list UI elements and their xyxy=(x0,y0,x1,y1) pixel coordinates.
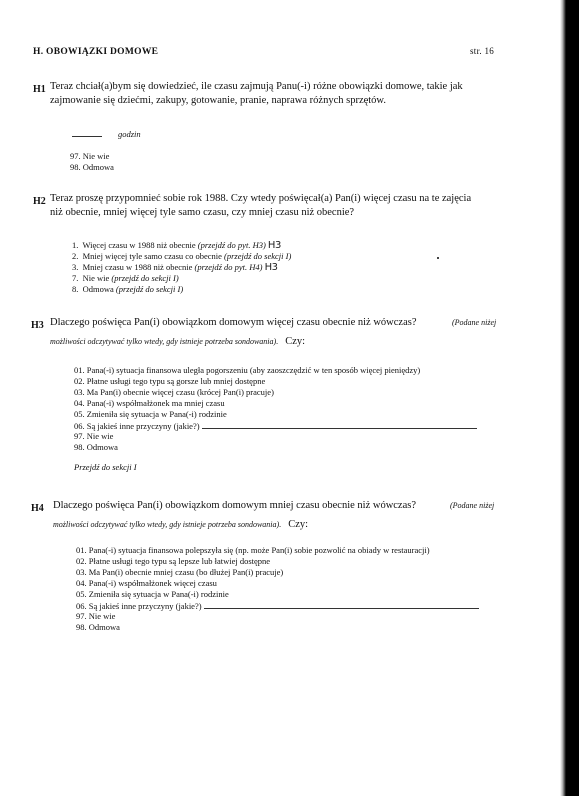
h2-option-1-handwritten-note: H3 xyxy=(267,240,281,251)
h3-option-05[interactable]: 05. Zmieniła się sytuacja w Pana(-i) rodzinie xyxy=(74,409,227,419)
h2-option-8-label: Odmowa xyxy=(82,284,114,294)
hours-answer[interactable] xyxy=(72,124,141,142)
h3-option-97[interactable]: 97. Nie wie xyxy=(74,431,114,441)
h4-other-reason-blank[interactable] xyxy=(204,600,479,609)
h4-option-01[interactable]: 01. Pana(-i) sytuacja finansowa polepszyła się (np. może Pan(i) sobie pozwolić na obiady w restauracji) xyxy=(76,545,430,555)
question-h3-note-line xyxy=(50,331,305,349)
h4-option-02[interactable]: 02. Płatne usługi tego typu są lepsze lub łatwiej dostępne xyxy=(76,556,271,566)
h2-option-1-instruction: (przejdź do pyt. H3) xyxy=(197,240,266,250)
h3-option-06[interactable] xyxy=(74,420,477,432)
question-h3-note-1: (Podane niżej xyxy=(452,318,497,327)
question-h4-note-line xyxy=(53,514,308,532)
h2-option-2[interactable] xyxy=(72,251,291,262)
h3-skip-instruction: Przejdź do sekcji I xyxy=(74,462,137,472)
h4-option-97[interactable]: 97. Nie wie xyxy=(76,611,116,621)
h2-option-3[interactable] xyxy=(72,262,278,273)
h4-option-98[interactable]: 98. Odmowa xyxy=(76,622,120,632)
question-h4-czy: Czy: xyxy=(288,519,309,530)
h3-option-06-label: 06. Są jakieś inne przyczyny (jakie?) xyxy=(74,421,200,431)
h2-option-1-number: 1. xyxy=(72,240,79,250)
question-h1-number: H1 xyxy=(33,84,46,95)
h3-option-03[interactable]: 03. Ma Pan(i) obecnie więcej czasu (krócej Pan(i) pracuje) xyxy=(74,387,274,397)
scan-speck xyxy=(437,257,439,259)
question-h2-text-2: niż obecnie, mniej więcej tyle samo czasu, czy mniej czasu niż obecnie? xyxy=(50,207,355,218)
question-h3-note-2: możliwości odczytywać tylko wtedy, gdy istnieje potrzeba sondowania). xyxy=(50,337,279,346)
scan-edge-shadow xyxy=(560,0,566,796)
h2-option-2-number: 2. xyxy=(72,251,79,261)
question-h3-number: H3 xyxy=(31,320,44,331)
question-h4-text: Dlaczego poświęca Pan(i) obowiązkom domowym mniej czasu obecnie niż wówczas? xyxy=(53,500,416,511)
section-title: H. OBOWIĄZKI DOMOWE xyxy=(33,47,159,57)
question-h2-number: H2 xyxy=(33,196,46,207)
h2-option-7[interactable] xyxy=(72,273,179,284)
question-h3-text: Dlaczego poświęca Pan(i) obowiązkom domowym więcej czasu obecnie niż wówczas? xyxy=(50,317,417,328)
question-h4-note-1: (Podane niżej xyxy=(450,501,495,510)
hours-unit: godzin xyxy=(118,129,141,139)
h3-option-02[interactable]: 02. Płatne usługi tego typu są gorsze lub mniej dostępne xyxy=(74,376,266,386)
h1-option-97[interactable]: 97. Nie wie xyxy=(70,151,110,161)
h2-option-2-label: Mniej więcej tyle samo czasu co obecnie xyxy=(82,251,222,261)
h2-option-3-instruction: (przejdź do pyt. H4) xyxy=(194,262,263,272)
question-h1-text-1: Teraz chciał(a)bym się dowiedzieć, ile czasu zajmują Panu(-i) różne obowiązki domowe, takie jak xyxy=(50,81,463,92)
h4-option-05[interactable]: 05. Zmieniła się sytuacja w Pana(-i) rodzinie xyxy=(76,589,229,599)
h2-option-7-label: Nie wie xyxy=(82,273,110,283)
h2-option-1[interactable] xyxy=(72,240,281,251)
question-h2-text-1: Teraz proszę przypomnieć sobie rok 1988. Czy wtedy poświęcał(a) Pan(i) więcej czasu na te zajęcia xyxy=(50,193,472,204)
h3-other-reason-blank[interactable] xyxy=(202,420,477,429)
h2-option-1-label: Więcej czasu w 1988 niż obecnie xyxy=(82,240,196,250)
h2-option-8-instruction: (przejdź do sekcji I) xyxy=(115,284,184,294)
h2-option-8-number: 8. xyxy=(72,284,79,294)
h4-option-06-label: 06. Są jakieś inne przyczyny (jakie?) xyxy=(76,601,202,611)
h2-option-8[interactable] xyxy=(72,284,183,295)
hours-blank[interactable] xyxy=(72,126,102,137)
page-number: str. 16 xyxy=(470,46,495,56)
h4-option-06[interactable] xyxy=(76,600,479,612)
h2-option-3-handwritten-note: H3 xyxy=(264,262,278,273)
h3-option-04[interactable]: 04. Pana(-i) współmałżonek ma mniej czasu xyxy=(74,398,225,408)
question-h4-number: H4 xyxy=(31,503,44,514)
h4-option-04[interactable]: 04. Pana(-i) współmałżonek więcej czasu xyxy=(76,578,217,588)
h2-option-3-number: 3. xyxy=(72,262,79,272)
h2-option-2-instruction: (przejdź do sekcji I) xyxy=(224,251,292,261)
h4-option-03[interactable]: 03. Ma Pan(i) obecnie mniej czasu (bo dłużej Pan(i) pracuje) xyxy=(76,567,284,577)
h2-option-3-label: Mniej czasu w 1988 niż obecnie xyxy=(82,262,193,272)
h3-option-01[interactable]: 01. Pana(-i) sytuacja finansowa uległa pogorszeniu (aby zaoszczędzić w ten sposób więcej pieniędzy) xyxy=(74,365,421,375)
h2-option-7-instruction: (przejdź do sekcji I) xyxy=(111,273,179,283)
h2-option-7-number: 7. xyxy=(72,273,79,283)
question-h3-czy: Czy: xyxy=(285,336,306,347)
h1-option-98[interactable]: 98. Odmowa xyxy=(70,162,114,172)
question-h1-text-2: zajmowanie się dziećmi, zakupy, gotowanie, pranie, naprawa różnych sprzętów. xyxy=(50,95,386,106)
h3-option-98[interactable]: 98. Odmowa xyxy=(74,442,118,452)
question-h4-note-2: możliwości odczytywać tylko wtedy, gdy istnieje potrzeba sondowania). xyxy=(53,520,282,529)
